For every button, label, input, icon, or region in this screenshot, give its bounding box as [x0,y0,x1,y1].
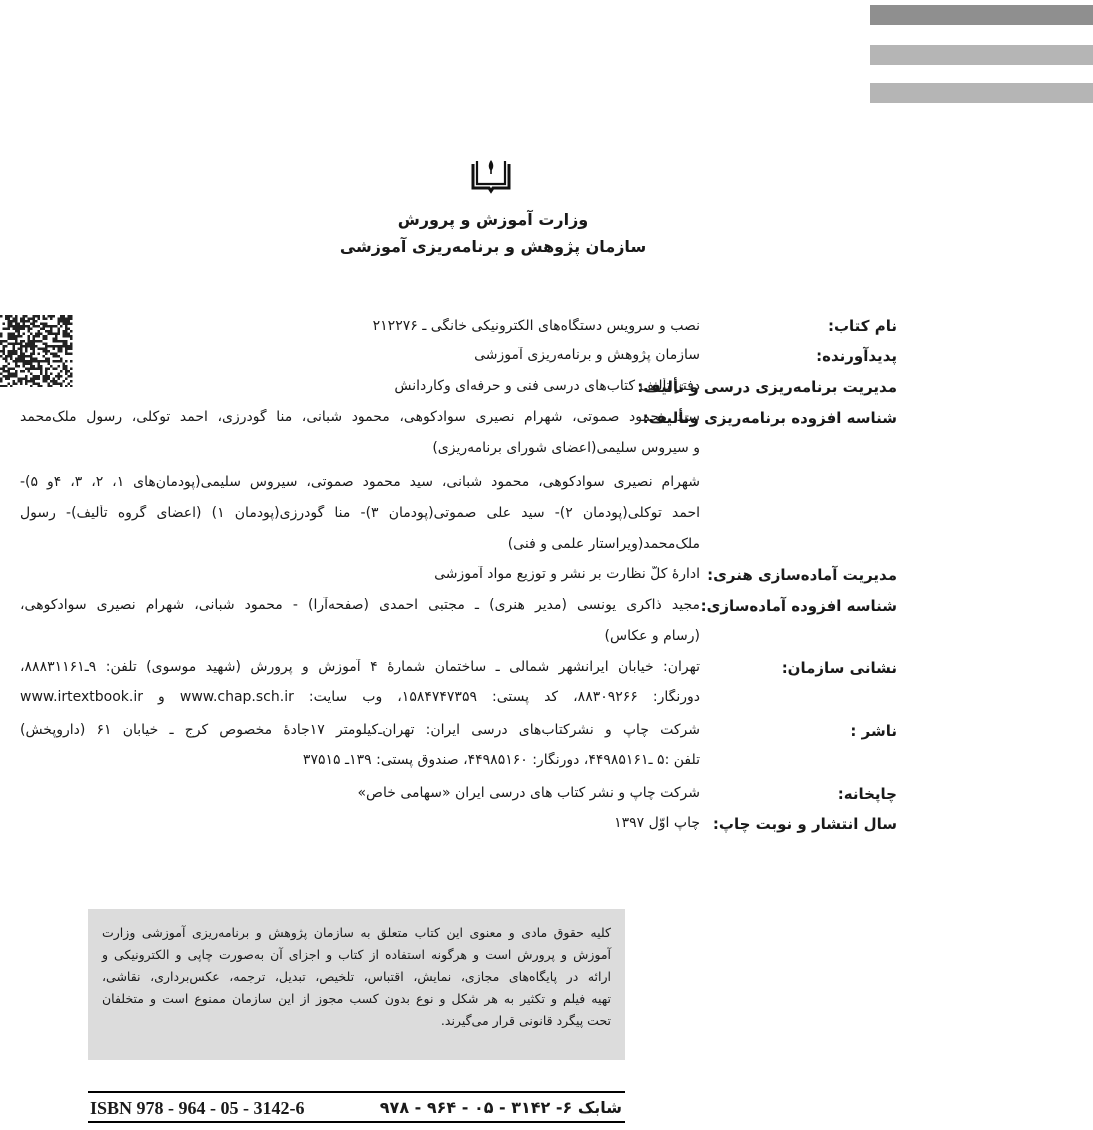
ministry-title: وزارت آموزش و پرورش [397,210,589,229]
address-label: نشانی سازمان: [781,659,897,677]
address-line-1: تهران: خیابان ایرانشهر شمالی ـ ساختمان شمارهٔ ۴ آموزش و پرورش (شهید موسوی) تلفن: ۹ـ۸۸۸۳۱۱۶۱، [20,659,700,675]
copyright-line-4: تهیه فیلم و تکثیر به هر شکل و نوع بدون کسب مجوز از این سازمان ممنوع است و متخلفان [102,991,611,1006]
header-bar-dark [870,5,1093,25]
art-credits-label: شناسه افزوده آماده‌سازی: [700,597,897,615]
publisher-line-2: تلفن :۵ ـ۴۴۹۸۵۱۶۱، دورنگار: ۴۴۹۸۵۱۶۰، صندوق پستی: ۱۳۹ـ ۳۷۵۱۵ [302,752,700,768]
art-credits-line-1: مجید ذاکری یونسی (مدیر هنری) ـ مجتبی احمدی (صفحه‌آرا) - محمود شبانی، شهرام نصیری سوادکوهی، [20,597,700,613]
authors-line-2: و سیروس سلیمی(اعضای شورای برنامه‌ریزی) [432,440,700,456]
publisher-line-1: شرکت چاپ و نشرکتاب‌های درسی ایران: تهران‌ـ‌کیلومتر ۱۷جادهٔ مخصوص کرج ـ خیابان ۶۱ (داروپخش) [20,722,700,738]
art-management-label: مدیریت آماده‌سازی هنری: [707,566,897,584]
copyright-line-2: آموزش و پرورش است و هرگونه استفاده از کتاب و اجزای آن به‌صورت چاپی و الکترونیکی و [102,947,611,962]
header-bar-light-1 [870,45,1093,65]
book-emblem-icon [470,156,512,194]
curriculum-label: مدیریت برنامه‌ریزی درسی و تألیف: [637,378,897,396]
printer-label: چاپخانه: [837,785,897,803]
copyright-line-3: ارائه در پایگاه‌های مجازی، نمایش، اقتباس، تلخیص، تبدیل، ترجمه، عکس‌برداری، نقاشی، [102,969,611,984]
isbn-bar [88,1091,625,1123]
edition-label: سال انتشار و نوبت چاپ: [712,815,897,833]
copyright-line-5: تحت پیگرد قانونی قرار می‌گیرند. [440,1013,611,1028]
copyright-notice [88,909,625,1060]
copyright-line-1: کلیه حقوق مادی و معنوی این کتاب متعلق به سازمان پژوهش و برنامه‌ریزی آموزشی وزارت [102,925,611,940]
creator-value: سازمان پژوهش و برنامه‌ریزی آموزشی [474,347,700,363]
book-name-label: نام کتاب: [827,317,897,335]
authors-line-3: شهرام نصیری سوادکوهی، محمود شبانی، سید محمود صموتی، سیروس سلیمی(پودمان‌های ۱، ۲، ۳، ۴و ۵)- [20,474,700,490]
isbn-persian: شابک ۶- ۳۱۴۲ - ۰۵ - ۹۶۴ - ۹۷۸ [379,1098,622,1117]
art-management-value: ادارهٔ کلّ نظارت بر نشر و توزیع مواد آموزشی [434,566,700,582]
address-line-2: دورنگار: ۸۸۳۰۹۲۶۶، کد پستی: ۱۵۸۴۷۴۷۳۵۹، وب سایت: www.chap.sch.ir و www.irtextbook.ir [20,689,700,705]
edition-value: چاپ اوّل ۱۳۹۷ [614,815,700,831]
book-name-value: نصب و سرویس دستگاه‌های الکترونیکی خانگی ـ ۲۱۲۲۷۶ [372,318,700,334]
art-credits-line-2: (رسام و عکاس) [604,628,700,644]
authors-line-5: ملک‌محمد(ویراستار علمی و فنی) [507,536,700,552]
publisher-label: ناشر : [850,722,897,740]
creator-label: پدیدآورنده: [816,347,897,365]
authors-line-1: سید محمود صموتی، شهرام نصیری سوادکوهی، محمود شبانی، منا گودرزی، احمد توکلی، رسول ملک‌محمد [20,409,700,425]
header-bar-light-2 [870,83,1093,103]
isbn-latin: ISBN 978 - 964 - 05 - 3142-6 [90,1098,305,1118]
organization-title: سازمان پژوهش و برنامه‌ریزی آموزشی [339,237,647,256]
authors-line-4: احمد توکلی(پودمان ۲)- سید علی صموتی(پودمان ۳)- منا گودرزی(پودمان ۱) (اعضای گروه تألیف)- رسول [20,505,700,521]
curriculum-value: دفتر تألیف کتاب‌های درسی فنی و حرفه‌ای وکاردانش [394,378,700,394]
authors-label: شناسه افزوده برنامه‌ریزی وتألیف: [642,409,897,427]
printer-value: شرکت چاپ و نشر کتاب های درسی ایران «سهامی خاص» [357,785,700,801]
